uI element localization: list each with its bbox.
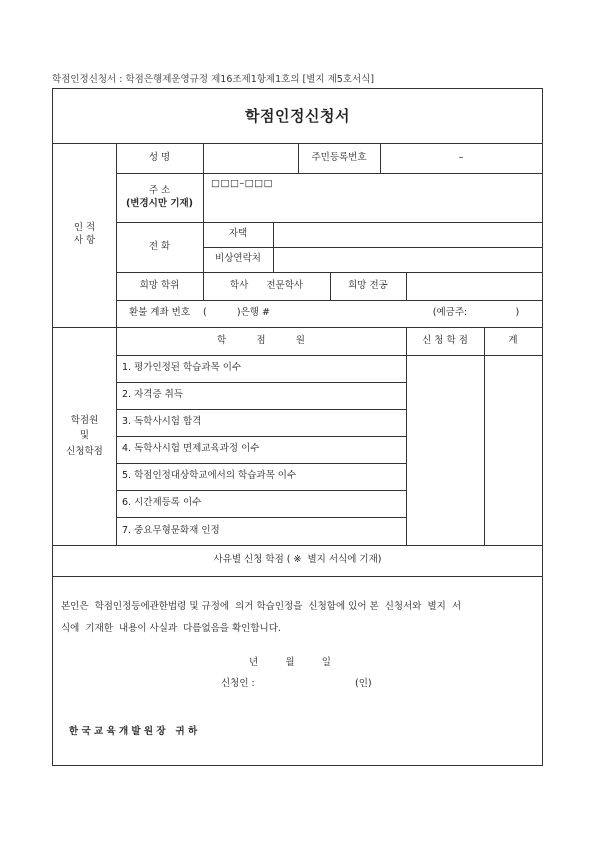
- name-field[interactable]: [203, 143, 298, 173]
- home-phone-field[interactable]: [273, 222, 542, 247]
- section-label-line: 사 항: [73, 235, 96, 246]
- declaration-line-2: 식에 기재한 내용이 사실과 다름없음을 확인합니다.: [61, 623, 281, 634]
- section-label-line: 및: [79, 430, 90, 442]
- refund-account-label: 환불 계좌 번호: [128, 307, 191, 319]
- personal-info-section-label: [53, 143, 116, 327]
- credit-row: 6. 시간제등록 이수: [122, 497, 202, 509]
- credits-section-label: [53, 327, 116, 545]
- home-phone-label: 자택: [228, 228, 248, 240]
- seal-mark[interactable]: (인): [355, 678, 372, 689]
- declaration-line-1: 본인은 학점인정등에관한법령 및 규정에 의거 학습인정을 신청함에 있어 본 신청서와 별지 서: [61, 601, 462, 612]
- requested-credits-field[interactable]: [406, 355, 484, 382]
- credit-row: 3. 독학사시험 합격: [122, 416, 202, 428]
- requested-credits-field[interactable]: [406, 463, 484, 490]
- requested-credits-field[interactable]: [406, 382, 484, 409]
- ssn-label: 주민등록번호: [311, 151, 367, 163]
- section-label-line: 인 적: [73, 222, 96, 234]
- emergency-contact-field[interactable]: [273, 247, 542, 272]
- address-label-text: 주 소: [148, 184, 171, 196]
- divider: [53, 576, 542, 577]
- credit-source-header: 학 점 원: [217, 334, 305, 346]
- applicant-label: 신청인 :: [221, 678, 255, 689]
- phone-label: 전 화: [148, 240, 171, 252]
- refund-account-bank[interactable]: ( )은행 #: [203, 307, 270, 319]
- credit-row: 2. 자격증 취득: [122, 389, 183, 401]
- desired-degree-label: 희망 학위: [139, 279, 180, 291]
- desired-major-field[interactable]: [406, 272, 542, 300]
- address-label-note: (변경시만 기재): [125, 197, 194, 209]
- requested-credits-field[interactable]: [406, 436, 484, 463]
- total-header: 계: [508, 334, 518, 346]
- ssn-field[interactable]: –: [458, 151, 464, 163]
- account-holder[interactable]: (예금주: ): [432, 307, 520, 319]
- emergency-contact-label: 비상연락처: [215, 253, 261, 265]
- name-label: 성 명: [148, 151, 171, 163]
- form-title: 학점인정신청서: [245, 106, 350, 125]
- requested-credits-field[interactable]: [406, 517, 484, 545]
- credit-application-form: [52, 88, 543, 766]
- credit-row: 5. 학점인정대상학교에서의 학습과목 이수: [122, 470, 297, 482]
- requested-credits-header: 신 청 학 점: [422, 334, 468, 346]
- postal-code-boxes: □□□–□□□: [211, 178, 274, 189]
- application-date[interactable]: 년 월 일: [249, 657, 331, 668]
- credit-row: 1. 평가인정된 학습과목 이수: [122, 362, 242, 374]
- degree-options[interactable]: 학사 전문학사: [229, 279, 304, 291]
- credit-row: 4. 독학사시험 면제교육과정 이수: [122, 443, 260, 455]
- addressee: 한 국 교 육 개 발 원 장 귀 하: [69, 726, 198, 737]
- section-label-line: 학점원: [70, 415, 99, 427]
- desired-major-label: 희망 전공: [348, 279, 388, 291]
- total-credits-field[interactable]: [484, 355, 542, 545]
- address-label: [116, 173, 203, 222]
- credit-row: 7. 중요무형문화재 인정: [122, 524, 220, 536]
- section-label-line: 신청학점: [66, 445, 103, 457]
- address-field[interactable]: [203, 173, 542, 222]
- reason-credits-note: 사유별 신청 학점 ( ※ 별지 서식에 기재): [213, 554, 382, 566]
- form-reference-note: 학점인정신청서 : 학점은행제운영규정 제16조제1항제1호의 [별지 제5호서식]: [52, 74, 375, 85]
- requested-credits-field[interactable]: [406, 409, 484, 436]
- requested-credits-field[interactable]: [406, 490, 484, 517]
